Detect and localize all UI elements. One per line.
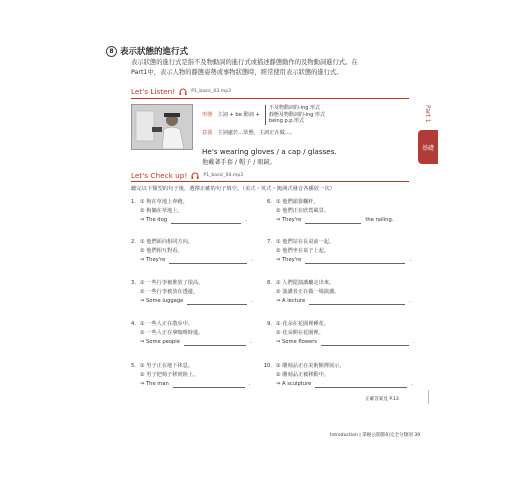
check-audio-file: P1_basic_04.mp3 (203, 173, 244, 178)
option-a: ① 花朵在花園裡種花。 (276, 321, 329, 327)
answer-blank[interactable] (315, 381, 407, 388)
listen-audio-file: P1_basic_03.mp3 (191, 89, 232, 94)
answer-tail: . (245, 217, 247, 223)
meaning-tag: 意義 (202, 130, 213, 136)
option-b: ② 他們坐在桌子上起。 (276, 248, 329, 254)
question-8 (258, 279, 428, 306)
option-a: ① 狗在草地上奔跑。 (140, 199, 188, 205)
answer-blank[interactable] (184, 339, 246, 346)
answer-blank[interactable] (305, 257, 405, 264)
example-english: He's wearing gloves / a cap / glasses. (202, 147, 337, 156)
intro-line-1: 表示狀態的進行式是指不及物動詞的進行式或描述靜態動作的及物動詞進行式。在 (131, 59, 358, 66)
form-option-2: 靜態及物動詞的-ing 形式 (268, 111, 326, 118)
check-header (131, 171, 243, 180)
page-footer: Introduction | 掌握公開都如完全分類別 39 (330, 433, 421, 438)
option-b: ② 演講者正在做一場演講。 (276, 289, 340, 295)
intro-text (131, 58, 411, 78)
meaning-text: 主詞處於…狀態，主詞正在做…。 (217, 130, 296, 136)
question-number: 1. (131, 199, 136, 205)
question-6 (258, 198, 428, 225)
option-b: ② 狗躺在草地上。 (140, 208, 183, 214)
part-tab-label: 基礎 (421, 144, 434, 152)
answer-lead: ⇒ A sculpture (276, 381, 312, 387)
check-instruction: 聽完以下類型的句子後，選擇正確的句子填空。（美式・英式・澳洲式發音各播放一次） (131, 186, 335, 192)
question-number: 5. (131, 363, 136, 369)
form-row (202, 105, 325, 125)
question-number: 4. (131, 321, 136, 327)
question-number: 7. (267, 239, 272, 245)
part-label: Part 1 (424, 105, 431, 123)
option-b: ② 他們相互對看。 (140, 248, 183, 254)
answer-lead: ⇒ Some people (140, 339, 180, 345)
question-10 (258, 362, 428, 389)
form-option-3: being p.p.形式 (268, 118, 305, 124)
answer-blank[interactable] (187, 298, 247, 305)
answer-tail: . (251, 257, 254, 263)
section-title: 表示狀態的進行式 (120, 47, 189, 57)
option-a: ① 他們頭靠欄杆。 (276, 199, 319, 205)
question-number: 10. (263, 363, 272, 369)
listen-divider (131, 98, 409, 99)
option-a: ① 他們面向相同方向。 (140, 239, 193, 245)
check-title: Let's Check up! (131, 171, 188, 180)
check-divider (131, 181, 409, 182)
question-number: 9. (267, 321, 272, 327)
headphones-icon[interactable] (179, 88, 187, 96)
answer-tail: the railing. (365, 217, 394, 223)
form-option-1: 不及物動詞的-ing 形式 (268, 105, 321, 111)
option-a: ① 男子正在地下休息。 (140, 363, 193, 369)
answer-divider (428, 390, 429, 404)
answer-blank[interactable] (173, 381, 245, 388)
example-chinese: 他戴著手套 / 帽子 / 眼鏡。 (202, 159, 276, 166)
form-options (265, 105, 325, 125)
question-number: 6. (267, 199, 272, 205)
intro-line-2: Part1中，表示人物的靜態姿勢或事物狀態時，經常使用表示狀態的進行式。 (131, 69, 343, 76)
answer-note: 正確答案見 P.13 (365, 397, 399, 402)
answer-blank[interactable] (309, 298, 405, 305)
example-photo (131, 104, 193, 150)
option-b: ② 雕刻品正被移動中。 (276, 372, 329, 378)
headphones-icon[interactable] (191, 172, 199, 180)
form-main: 主詞 + be 動詞 + (217, 112, 260, 119)
option-a: ① 雕刻品正在美術館裡展示。 (276, 363, 345, 369)
answer-blank[interactable] (169, 257, 247, 264)
answer-lead: ⇒ Some flowers (276, 339, 318, 345)
question-7 (258, 238, 428, 265)
answer-tail: . (409, 298, 411, 304)
part-tab (418, 130, 438, 164)
answer-lead: ⇒ A lecture (276, 298, 306, 304)
answer-lead: ⇒ They're (140, 257, 166, 263)
answer-tail: . (413, 339, 415, 345)
option-b: ② 一些行李被放在透邊。 (140, 289, 199, 295)
answer-tail: . (411, 381, 413, 387)
option-b: ② 一些人正在拿咖啡時進。 (140, 330, 204, 336)
option-a: ① 人們從演講廳走出來。 (276, 280, 335, 286)
listen-header (131, 87, 231, 96)
answer-lead: ⇒ Some luggage (140, 298, 184, 304)
meaning-row (202, 129, 295, 136)
section-heading (106, 45, 188, 57)
answer-blank[interactable] (321, 339, 409, 346)
answer-lead: ⇒ They're (276, 217, 302, 223)
section-number: 8 (106, 46, 117, 57)
answer-lead: ⇒ The dog (140, 217, 168, 223)
option-b: ② 男子把椅子移到陸上。 (140, 372, 199, 378)
answer-lead: ⇒ The man (140, 381, 169, 387)
answer-tail: . (248, 381, 251, 387)
answer-tail: . (249, 339, 252, 345)
question-number: 2. (131, 239, 136, 245)
answer-blank[interactable] (171, 217, 241, 224)
option-a: ① 一些行李被堆放了很高。 (140, 280, 204, 286)
option-a: ① 他們站在長桌前一起。 (276, 239, 335, 245)
answer-lead: ⇒ They're (276, 257, 302, 263)
listen-title: Let's Listen! (131, 87, 176, 96)
option-a: ① 一些人正在散步中。 (140, 321, 193, 327)
option-b: ② 他們正在欣賞風景。 (276, 208, 329, 214)
answer-tail: . (251, 298, 253, 304)
answer-tail: . (409, 257, 412, 263)
answer-blank[interactable] (305, 217, 361, 224)
option-b: ② 花朵開在花園裡。 (276, 330, 324, 336)
form-tag: 形態 (202, 112, 213, 119)
question-9 (258, 320, 428, 347)
question-number: 8. (267, 280, 272, 286)
question-number: 3. (131, 280, 136, 286)
